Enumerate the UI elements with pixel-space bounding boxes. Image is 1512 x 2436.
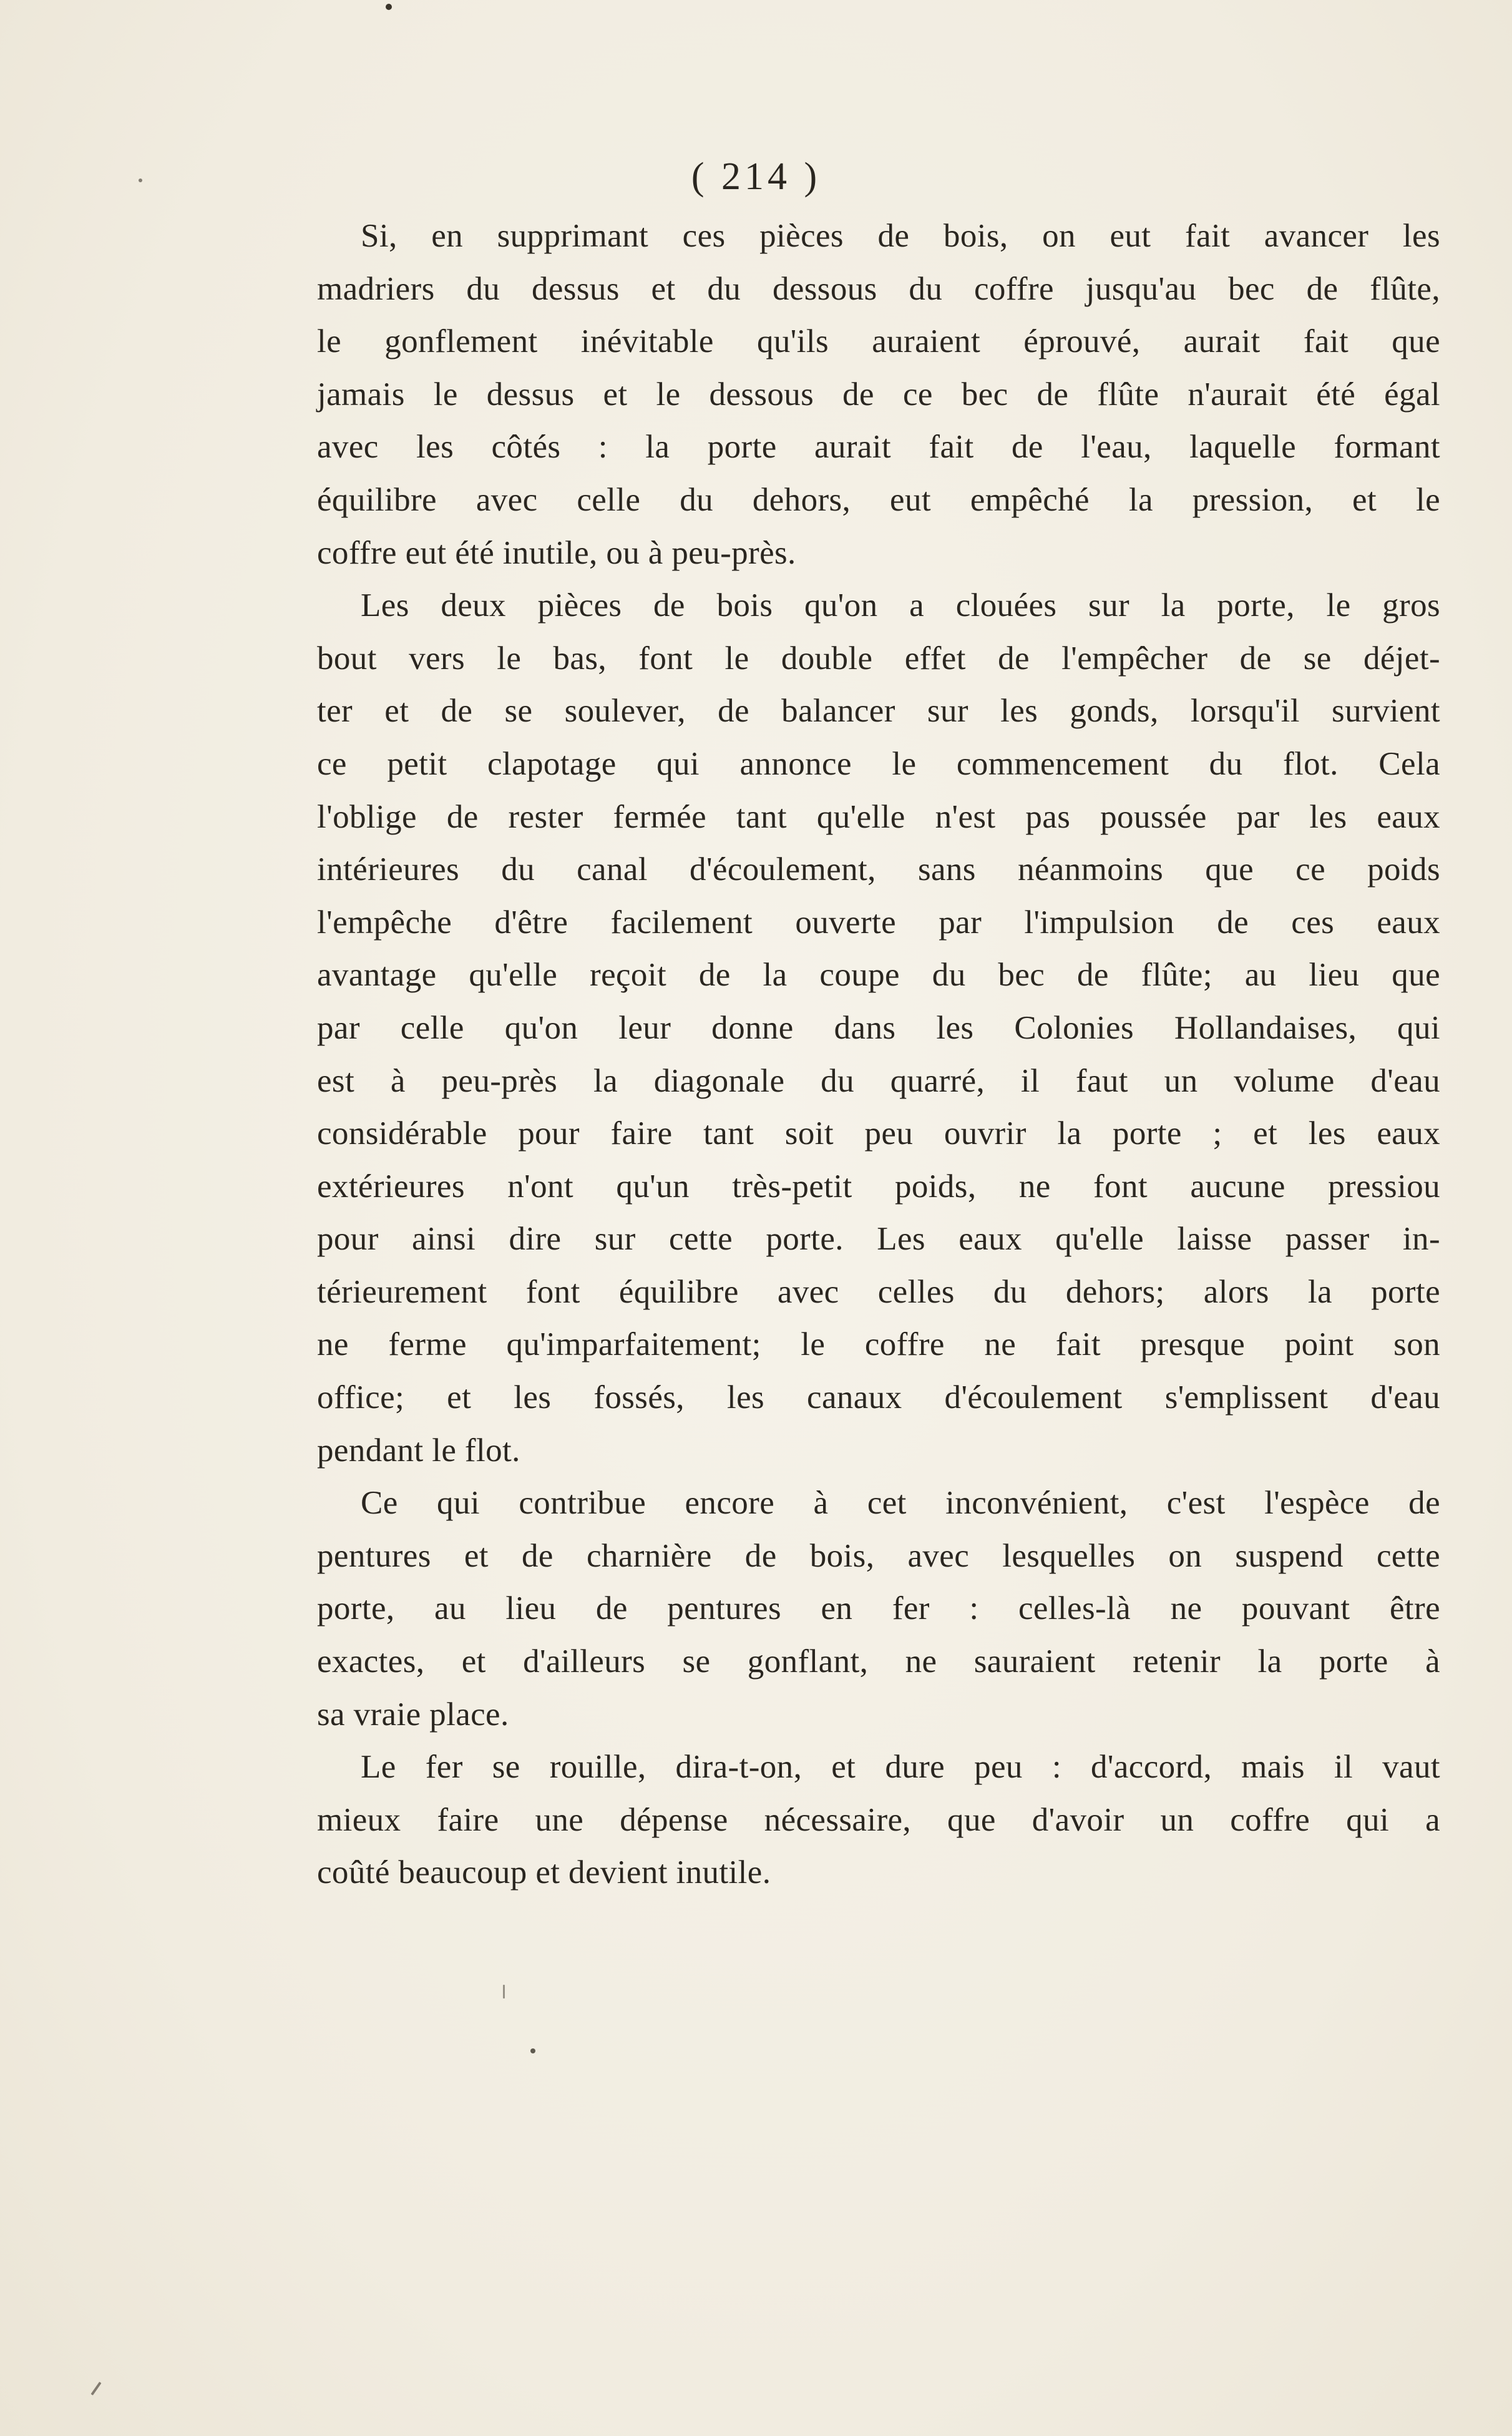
text-line: pendant le flot. bbox=[317, 1432, 520, 1469]
scan-speck bbox=[386, 4, 392, 10]
text-line: Le fer se rouille, dira-t-on, et dure peu : d'accord, mais il vaut bbox=[361, 1749, 1440, 1786]
text-line: office; et les fossés, les canaux d'écoulement s'emplissent d'eau bbox=[317, 1379, 1440, 1416]
body-text bbox=[317, 210, 1440, 1899]
text-line: ter et de se soulever, de balancer sur les gonds, lorsqu'il survient bbox=[317, 693, 1440, 730]
text-line: avec les côtés : la porte aurait fait de l'eau, laquelle formant bbox=[317, 429, 1440, 466]
text-line: ce petit clapotage qui annonce le commencement du flot. Cela bbox=[317, 745, 1440, 782]
text-line: ne ferme qu'imparfaitement; le coffre ne fait presque point son bbox=[317, 1326, 1440, 1363]
text-line: mieux faire une dépense nécessaire, que d'avoir un coffre qui a bbox=[317, 1801, 1440, 1838]
text-line: l'oblige de rester fermée tant qu'elle n'est pas poussée par les eaux bbox=[317, 798, 1440, 835]
text-line: le gonflement inévitable qu'ils auraient éprouvé, aurait fait que bbox=[317, 323, 1440, 360]
text-line: térieurement font équilibre avec celles du dehors; alors la porte bbox=[317, 1273, 1440, 1310]
text-line: pour ainsi dire sur cette porte. Les eaux qu'elle laisse passer in- bbox=[317, 1221, 1440, 1258]
text-line: Ce qui contribue encore à cet inconvénient, c'est l'espèce de bbox=[361, 1485, 1440, 1522]
text-line: Si, en supprimant ces pièces de bois, on eut fait avancer les bbox=[361, 218, 1440, 254]
scan-speck bbox=[139, 179, 142, 182]
text-line: madriers du dessus et du dessous du coffre jusqu'au bec de flûte, bbox=[317, 270, 1440, 307]
text-line: avantage qu'elle reçoit de la coupe du bec de flûte; au lieu que bbox=[317, 957, 1440, 994]
text-line: Les deux pièces de bois qu'on a clouées sur la porte, le gros bbox=[361, 587, 1440, 624]
text-line: bout vers le bas, font le double effet de l'empêcher de se déjet- bbox=[317, 640, 1440, 677]
text-line: coûté beaucoup et devient inutile. bbox=[317, 1854, 771, 1891]
text-line: intérieures du canal d'écoulement, sans néanmoins que ce poids bbox=[317, 851, 1440, 888]
text-line: coffre eut été inutile, ou à peu-près. bbox=[317, 534, 796, 571]
text-line: pentures et de charnière de bois, avec lesquelles on suspend cette bbox=[317, 1537, 1440, 1574]
scan-speck bbox=[530, 2048, 535, 2053]
scan-speck bbox=[90, 2382, 101, 2395]
text-line: extérieures n'ont qu'un très-petit poids, ne font aucune pressiou bbox=[317, 1168, 1440, 1205]
text-line: équilibre avec celle du dehors, eut empêché la pression, et le bbox=[317, 481, 1440, 518]
text-line: est à peu-près la diagonale du quarré, il faut un volume d'eau bbox=[317, 1062, 1440, 1099]
text-line: l'empêche d'être facilement ouverte par l'impulsion de ces eaux bbox=[317, 904, 1440, 941]
text-line: sa vraie place. bbox=[317, 1696, 509, 1733]
text-line: exactes, et d'ailleurs se gonflant, ne sauraient retenir la porte à bbox=[317, 1643, 1440, 1680]
text-line: considérable pour faire tant soit peu ouvrir la porte ; et les eaux bbox=[317, 1115, 1440, 1152]
text-line: porte, au lieu de pentures en fer : celles-là ne pouvant être bbox=[317, 1590, 1440, 1627]
text-line: par celle qu'on leur donne dans les Colonies Hollandaises, qui bbox=[317, 1009, 1440, 1046]
scan-speck bbox=[503, 1985, 505, 1998]
page-number: ( 214 ) bbox=[691, 155, 821, 198]
text-line: jamais le dessus et le dessous de ce bec de flûte n'aurait été égal bbox=[317, 376, 1440, 413]
